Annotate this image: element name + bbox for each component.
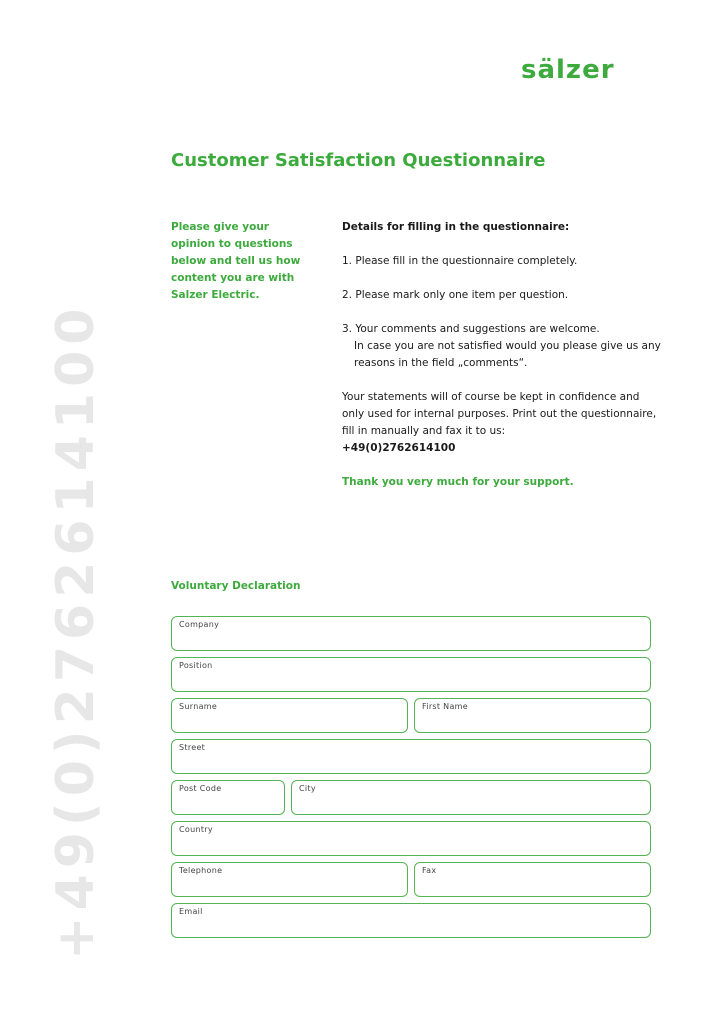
position-label: Position (179, 661, 213, 670)
fax-label: Fax (422, 866, 437, 875)
surname-label: Surname (179, 702, 218, 711)
instructions-heading: Details for filling in the questionnaire: (342, 221, 570, 233)
position-field[interactable] (171, 657, 651, 692)
telephone-field[interactable] (171, 862, 408, 897)
page-title: Customer Satisfaction Questionnaire (171, 150, 546, 171)
city-field[interactable] (291, 780, 651, 815)
company-label: Company (179, 620, 220, 629)
telephone-label: Telephone (179, 866, 223, 875)
instruction-2: 2. Please mark only one item per question. (342, 289, 569, 301)
instructions (342, 219, 662, 491)
fax-number: +49(0)2762614100 (342, 442, 456, 454)
email-label: Email (179, 907, 203, 916)
country-label: Country (179, 825, 213, 834)
fax-field[interactable] (414, 862, 651, 897)
country-field[interactable] (171, 821, 651, 856)
intro-text: Please give your opinion to questions below and tell us how content you are with Salzer Electric. (171, 221, 301, 301)
street-label: Street (179, 743, 206, 752)
post-code-label: Post Code (179, 784, 222, 793)
instruction-1: 1. Please fill in the questionnaire completely. (342, 255, 578, 267)
city-label: City (299, 784, 316, 793)
street-field[interactable] (171, 739, 651, 774)
salzer-logo (521, 56, 661, 82)
company-field[interactable] (171, 616, 651, 651)
side-fax-number: +49(0)2762614100 (46, 302, 106, 960)
first-name-label: First Name (422, 702, 468, 711)
surname-field[interactable] (171, 698, 408, 733)
post-code-field[interactable] (171, 780, 285, 815)
voluntary-declaration-title: Voluntary Declaration (171, 580, 301, 592)
logo-text: sälzer (521, 56, 615, 82)
thanks-text: Thank you very much for your support. (342, 476, 574, 488)
confidentiality-statement: Your statements will of course be kept in confidence and only used for internal purposes. Print out the questionnaire, fill in manually and fax it to us: (342, 391, 657, 437)
first-name-field[interactable] (414, 698, 651, 733)
email-field[interactable] (171, 903, 651, 938)
instruction-3: 3. Your comments and suggestions are welcome. (342, 323, 600, 335)
instruction-3-detail: In case you are not satisfied would you please give us any reasons in the field „comments“. (354, 340, 661, 369)
